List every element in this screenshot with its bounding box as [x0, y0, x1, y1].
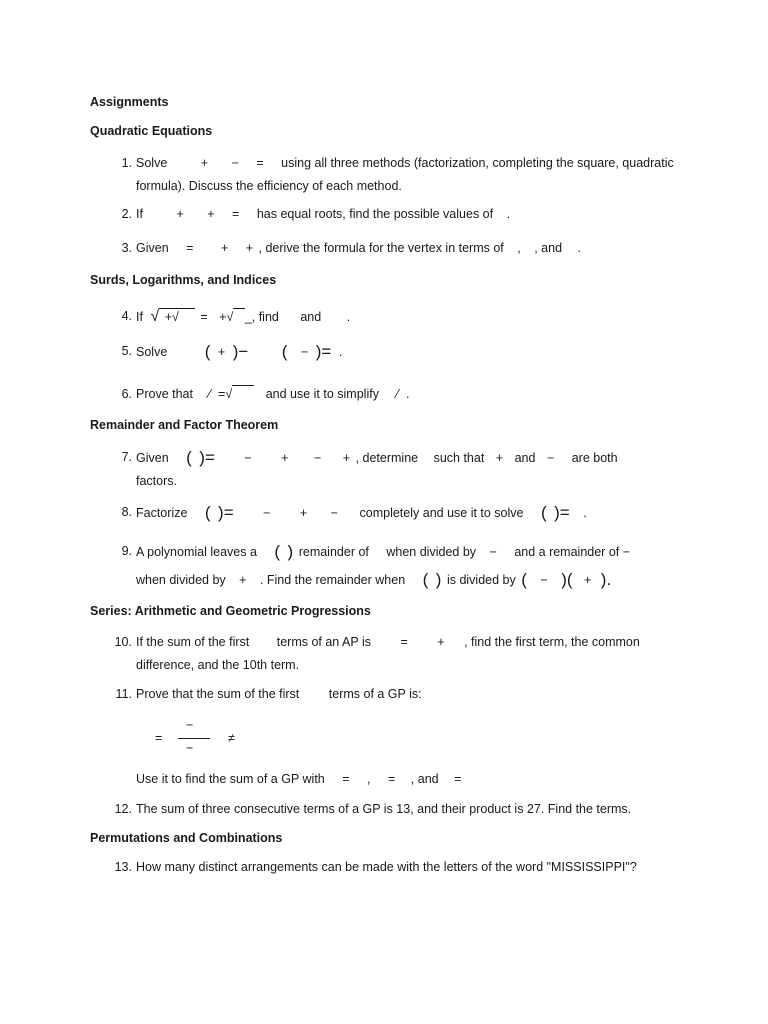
- question-10: [110, 631, 690, 677]
- math-symbol: =√: [218, 387, 233, 401]
- text-segment: are both: [571, 451, 618, 465]
- text-segment: Solve: [136, 345, 168, 359]
- math-symbol: (: [521, 570, 527, 589]
- math-symbol: (: [422, 570, 429, 589]
- text-segment: and a remainder of −: [514, 545, 631, 559]
- math-symbol: (: [540, 503, 547, 522]
- math-symbol: =: [256, 156, 264, 170]
- section-heading-series: Series: Arithmetic and Geometric Progressions: [90, 604, 371, 618]
- math-symbol: +: [207, 207, 215, 221]
- section-heading-quadratic: Quadratic Equations: [90, 124, 213, 138]
- text-segment: Factorize: [136, 506, 188, 520]
- text-segment: .: [583, 506, 587, 520]
- question-text: [136, 768, 690, 791]
- text-segment: , find the first term, the common: [464, 635, 640, 649]
- math-symbol: ⁄: [396, 387, 399, 401]
- radical-symbol: √: [150, 308, 160, 325]
- question-text: [136, 538, 690, 594]
- math-symbol: −: [244, 451, 252, 465]
- math-symbol: +: [437, 635, 445, 649]
- text-segment: Prove that: [136, 387, 193, 401]
- text-segment: when divided by: [136, 573, 226, 587]
- math-symbol: +: [200, 156, 209, 170]
- text-segment: formula). Discuss the efficiency of each method.: [136, 179, 402, 193]
- math-symbol: ⁄: [208, 387, 211, 401]
- fraction-bar: [178, 738, 210, 739]
- text-segment: .: [506, 207, 511, 221]
- text-segment: completely and use it to solve: [359, 506, 524, 520]
- math-symbol: −: [489, 545, 497, 559]
- math-symbol: )=: [554, 503, 570, 522]
- question-text: [136, 501, 690, 525]
- math-symbol: =: [232, 207, 240, 221]
- text-segment: factors.: [136, 474, 177, 488]
- text-segment: .: [338, 345, 343, 359]
- radical-overline: [232, 385, 254, 400]
- math-symbol: ): [435, 570, 442, 589]
- math-symbol: −: [300, 345, 309, 359]
- math-symbol: −: [263, 506, 271, 520]
- text-segment: If: [136, 207, 143, 221]
- text-segment: , determine: [355, 451, 419, 465]
- text-segment: terms of a GP is:: [328, 687, 422, 701]
- text-segment: .: [346, 310, 351, 324]
- math-symbol: )=: [199, 448, 215, 467]
- question-1: [110, 152, 690, 198]
- text-segment: . Find the remainder when: [259, 573, 406, 587]
- question-number: 6.: [121, 387, 132, 401]
- math-symbol: (: [281, 342, 288, 361]
- text-segment: terms of an AP is: [276, 635, 371, 649]
- text-segment: , and: [534, 241, 563, 255]
- text-segment: ,: [367, 772, 371, 786]
- text-segment: is divided by: [446, 573, 516, 587]
- math-symbol: +: [220, 241, 229, 255]
- text-segment: If the sum of the first: [136, 635, 250, 649]
- text-segment: Use it to find the sum of a GP with: [136, 772, 325, 786]
- math-symbol: ).: [600, 570, 612, 589]
- question-number: 12.: [114, 802, 132, 816]
- math-symbol: )=: [315, 342, 332, 361]
- math-symbol: −: [330, 506, 339, 520]
- radical-overline: [233, 308, 245, 323]
- math-symbol: (: [204, 342, 211, 361]
- math-symbol: (: [186, 448, 192, 467]
- question-text: [136, 305, 690, 329]
- question-number: 7.: [121, 450, 132, 464]
- math-symbol: ≠: [228, 731, 235, 745]
- math-symbol: +: [299, 506, 308, 520]
- question-9: [110, 538, 690, 590]
- section-heading-surds: Surds, Logarithms, and Indices: [90, 273, 277, 287]
- text-segment: using all three methods (factorization, completing the square, quadratic: [281, 156, 674, 170]
- text-segment: and: [514, 451, 536, 465]
- question-text: [136, 383, 690, 406]
- text-segment: and: [300, 310, 322, 324]
- question-number: 5.: [121, 344, 132, 358]
- math-symbol: =: [454, 772, 462, 786]
- math-symbol: −: [546, 451, 555, 465]
- math-symbol: −: [540, 573, 548, 587]
- math-symbol: =: [155, 731, 163, 745]
- math-symbol: +√: [219, 310, 234, 324]
- math-symbol: +: [245, 241, 254, 255]
- math-symbol: =: [200, 310, 208, 324]
- question-text: [136, 683, 690, 706]
- math-symbol: )−: [232, 342, 249, 361]
- section-heading-remainder: Remainder and Factor Theorem: [90, 418, 279, 432]
- math-symbol: +: [281, 451, 289, 465]
- question-text: [136, 446, 690, 493]
- question-number: 2.: [121, 207, 132, 221]
- math-symbol: +: [584, 573, 592, 587]
- text-segment: Solve: [136, 156, 168, 170]
- math-symbol: =: [388, 772, 396, 786]
- question-text: [136, 340, 690, 364]
- math-symbol: =: [186, 241, 194, 255]
- question-number: 3.: [121, 241, 132, 255]
- text-segment: If: [136, 310, 143, 324]
- question-number: 8.: [121, 505, 132, 519]
- question-number: 4.: [121, 309, 132, 323]
- math-symbol: =: [400, 635, 408, 649]
- math-symbol: )(: [561, 570, 573, 589]
- text-segment: _, find: [244, 310, 279, 324]
- math-symbol: +: [217, 345, 226, 359]
- math-symbol: −: [186, 718, 194, 732]
- text-segment: Given: [136, 451, 169, 465]
- question-number: 9.: [121, 544, 132, 558]
- section-heading-permutations: Permutations and Combinations: [90, 831, 283, 845]
- text-segment: .: [406, 387, 410, 401]
- text-segment: .: [577, 241, 582, 255]
- text-segment: A polynomial leaves a: [136, 545, 257, 559]
- math-symbol: )=: [218, 503, 234, 522]
- math-symbol: =: [342, 772, 350, 786]
- math-symbol: ): [287, 542, 294, 561]
- math-symbol: +: [176, 207, 184, 221]
- question-number: 13.: [114, 860, 132, 874]
- text-segment: Prove that the sum of the first: [136, 687, 300, 701]
- question-number: 11.: [115, 687, 132, 701]
- text-segment: and use it to simplify: [265, 387, 379, 401]
- question-text: [136, 152, 690, 198]
- text-segment: , and: [410, 772, 439, 786]
- text-segment: Given: [136, 241, 169, 255]
- math-symbol: −: [231, 156, 239, 170]
- math-symbol: −: [186, 741, 194, 755]
- text-segment: remainder of: [298, 545, 369, 559]
- question-text: How many distinct arrangements can be made with the letters of the word "MISSISSIPPI"?: [136, 860, 637, 874]
- math-symbol: (: [204, 503, 211, 522]
- question-text: [136, 631, 690, 677]
- math-symbol: +√: [164, 310, 179, 324]
- text-segment: when divided by: [386, 545, 477, 559]
- question-text: [136, 237, 690, 260]
- math-symbol: −: [313, 451, 322, 465]
- math-symbol: +: [342, 451, 351, 465]
- math-symbol: +: [239, 573, 247, 587]
- question-number: 1.: [121, 156, 132, 170]
- text-segment: difference, and the 10th term.: [136, 658, 300, 672]
- text-segment: such that: [433, 451, 485, 465]
- text-segment: , derive the formula for the vertex in terms of: [258, 241, 504, 255]
- text-segment: ,: [517, 241, 521, 255]
- question-text: The sum of three consecutive terms of a GP is 13, and their product is 27. Find the terms.: [136, 802, 632, 816]
- document-title: Assignments: [90, 95, 169, 109]
- question-number: 10.: [114, 635, 132, 649]
- question-7: [110, 446, 690, 492]
- math-symbol: (: [274, 542, 281, 561]
- question-text: [136, 203, 690, 226]
- math-symbol: +: [495, 451, 504, 465]
- text-segment: has equal roots, find the possible values of: [256, 207, 494, 221]
